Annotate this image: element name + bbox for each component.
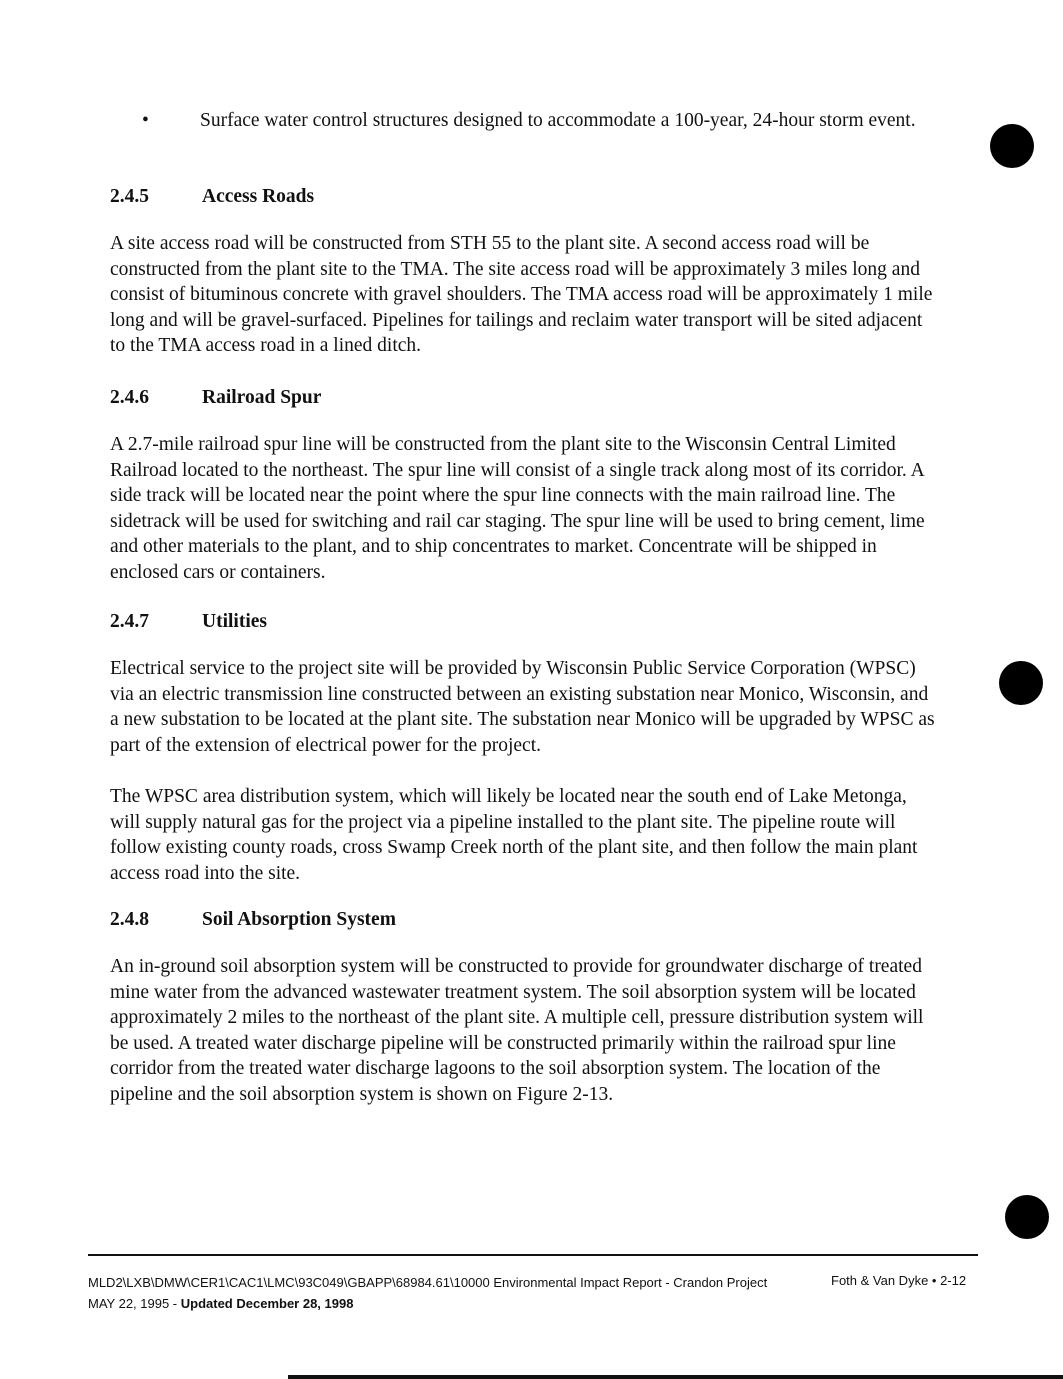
footer-date-prefix: MAY 22, 1995 - <box>88 1296 181 1311</box>
section-number: 2.4.7 <box>110 611 149 632</box>
section-number: 2.4.8 <box>110 909 149 930</box>
paragraph-soil-absorption: An in-ground soil absorption system will be constructed to provide for groundwater discharge of treated mine water from the advanced wastewater treatment system. The soil absorption system will be located approximately 2 miles to the northeast of the plant site. A multiple cell, pressure distribution system will be used. A treated water discharge pipeline will be constructed primarily within the railroad spur line corridor from the treated water discharge lagoons to the soil absorption system. The location of the pipeline and the soil absorption system is shown on Figure 2-13. <box>110 956 924 1105</box>
paragraph-railroad-spur: A 2.7-mile railroad spur line will be constructed from the plant site to the Wisconsin Central Limited Railroad located to the northeast. The spur line will consist of a single track along most of its corridor. A side track will be located near the point where the spur line connects with the main railroad line. The sidetrack will be used for switching and rail car staging. The spur line will be used to bring cement, lime and other materials to the plant, and to ship concentrates to market. Concentrate will be shipped in enclosed cars or containers. <box>110 434 925 583</box>
section-number: 2.4.5 <box>110 186 149 207</box>
bottom-edge-bar <box>288 1375 1063 1379</box>
footer-divider <box>88 1254 978 1256</box>
punch-hole-top <box>990 124 1034 168</box>
footer-file-path <box>88 1275 767 1290</box>
section-heading-utilities <box>110 611 267 633</box>
paragraph-access-roads: A site access road will be constructed from STH 55 to the plant site. A second access road will be constructed from the plant site to the TMA. The site access road will be approximately 3 miles long and consist of bituminous concrete with gravel shoulders. The TMA access road will be approximately 1 mile long and will be gravel-surfaced. Pipelines for tailings and reclaim water transport will be sited adjacent to the TMA access road in a lined ditch. <box>110 233 933 356</box>
bullet-marker: • <box>142 110 149 131</box>
paragraph-utilities-gas: The WPSC area distribution system, which will likely be located near the south end of Lake Metonga, will supply natural gas for the project via a pipeline installed to the plant site. The pipeline route will follow existing county roads, cross Swamp Creek north of the plant site, and then follow the main plant access road into the site. <box>110 786 918 884</box>
paragraph-utilities-electrical: Electrical service to the project site will be provided by Wisconsin Public Service Corporation (WPSC) via an electric transmission line constructed between an existing substation near Monico, Wisconsin, and a new substation to be located at the plant site. The substation near Monico will be upgraded by WPSC as part of the extension of electrical power for the project. <box>110 658 935 756</box>
section-title: Soil Absorption System <box>202 909 396 930</box>
section-title: Railroad Spur <box>202 387 322 408</box>
punch-hole-middle <box>999 661 1043 705</box>
section-heading-soil-absorption <box>110 909 396 931</box>
section-number: 2.4.6 <box>110 387 149 408</box>
section-title: Access Roads <box>202 186 315 207</box>
footer-path-text: MLD2\LXB\DMW\CER1\CAC1\LMC\93C049\GBAPP\68984.61\10000 <box>88 1275 490 1290</box>
footer-date-updated: Updated December 28, 1998 <box>180 1296 354 1311</box>
section-heading-railroad-spur <box>110 387 321 409</box>
bullet-text: Surface water control structures designed to accommodate a 100-year, 24-hour storm event. <box>200 110 916 131</box>
footer-company-page: Foth & Van Dyke • 2-12 <box>831 1273 967 1288</box>
footer-report-title: Environmental Impact Report - Crandon Project <box>493 1275 768 1290</box>
section-heading-access-roads <box>110 186 314 208</box>
section-title: Utilities <box>202 611 267 632</box>
punch-hole-bottom <box>1005 1195 1049 1239</box>
footer-date <box>88 1296 353 1311</box>
